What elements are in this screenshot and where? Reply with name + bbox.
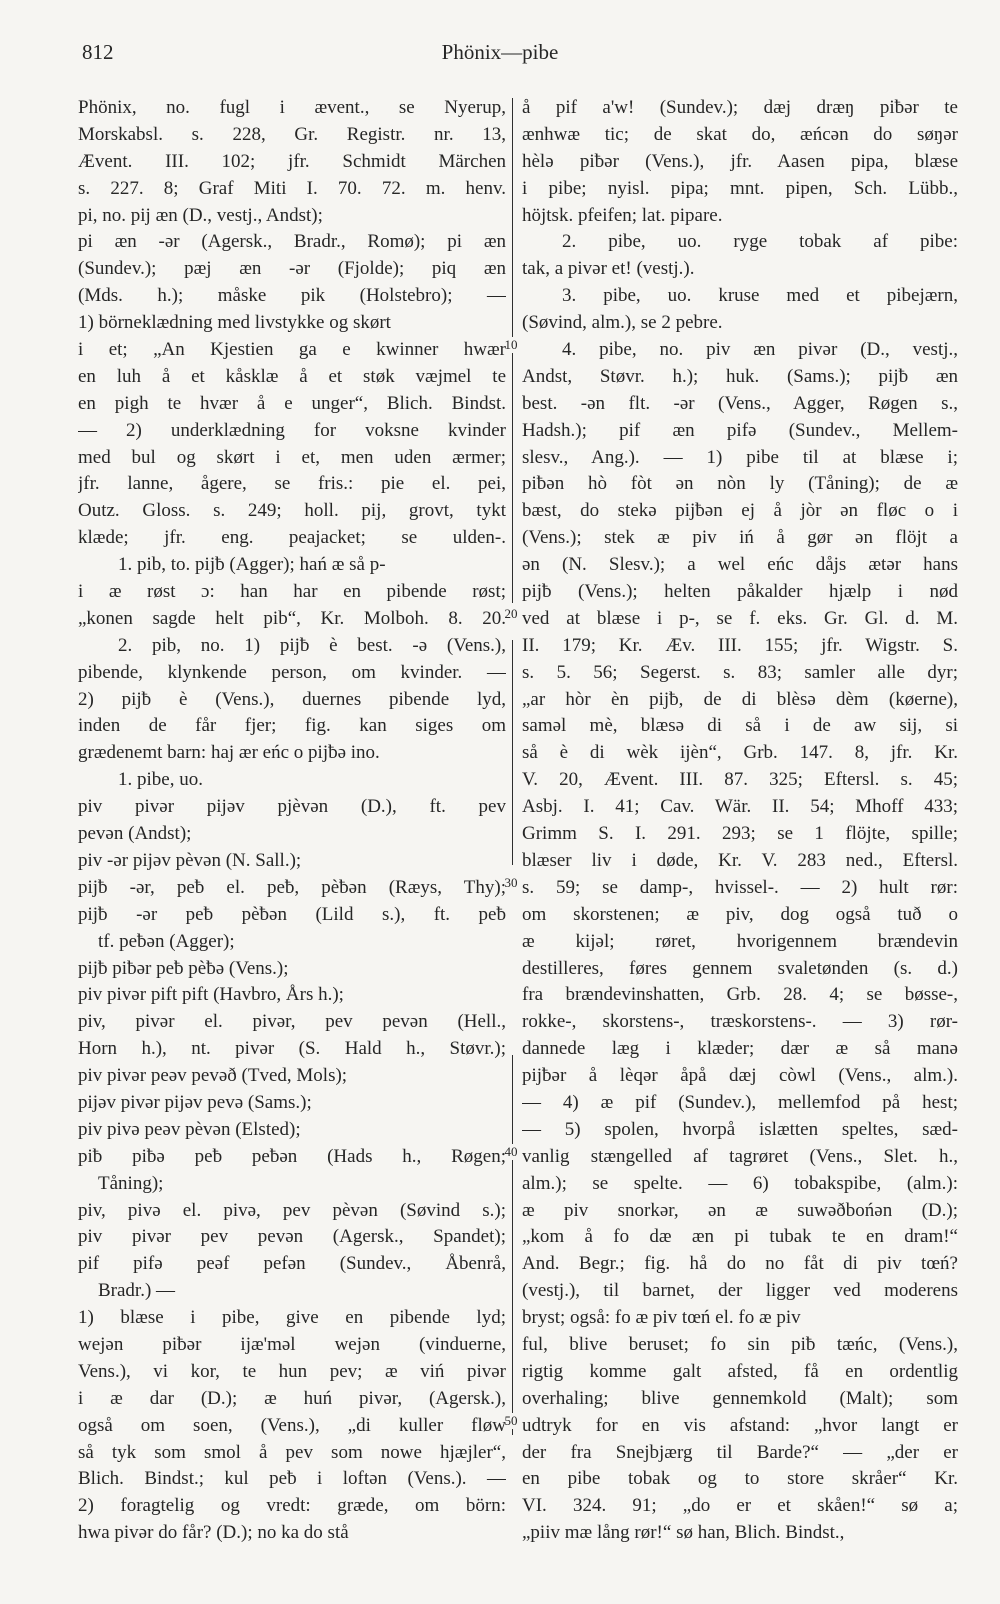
text-line: æ piv snorkər, ən æ suwəðbońən (D.); <box>522 1199 958 1221</box>
text-line: pi æn -ər (Agersk., Bradr., Romø); pi æn <box>78 231 506 253</box>
text-line: så è di wèk ijèn“, Grb. 147. 8, jfr. Kr. <box>522 742 958 764</box>
text-line: — 5) spolen, hvorpå islætten speltes, sæd- <box>522 1118 958 1140</box>
text-line: i pibe; nyisl. pipa; mnt. pipen, Sch. Lübb., <box>522 177 958 199</box>
text-line: V. 20, Ævent. III. 87. 325; Eftersl. s. 45; <box>522 769 958 791</box>
text-line: (Mds. h.); måske pik (Holstebro); — <box>78 285 506 307</box>
text-line: Tåning); <box>98 1172 164 1194</box>
text-line: piƀən hò fòt ən nòn ly (Tåning); de æ <box>522 473 958 495</box>
text-line: å pif a'w! (Sundev.); dæj dræŋ piƀər te <box>522 97 958 118</box>
text-line: tak, a pivər et! (vestj.). <box>522 258 695 280</box>
text-line: pijƀ (Vens.); helten påkalder hjælp i nød <box>522 581 958 603</box>
text-line: s. 227. 8; Graf Miti I. 70. 72. m. henv. <box>78 177 506 199</box>
text-line: jfr. lanne, ågere, se fris.: pie el. pei, <box>78 473 506 495</box>
text-line: 1) börneklædning med livstykke og skørt <box>78 312 391 334</box>
text-line: ən (N. Slesv.); a wel eńc dåjs ætər hans <box>522 554 958 576</box>
text-line: ful, blive beruset; fo sin piƀ tæńc, (Vens.), <box>522 1333 958 1355</box>
text-line: udtryk for en vis afstand: „hvor langt er <box>522 1414 958 1436</box>
text-line: Vens.), vi kor, te hun pev; æ viń pivər <box>78 1360 506 1382</box>
text-line: piƀ piƀə peƀ peƀən (Hads h., Røgen; <box>78 1145 506 1167</box>
text-line: saməl mè, blæsə di så i de aw sij, si <box>522 715 958 737</box>
text-line: 4. pibe, no. piv æn pivər (D., vestj., <box>562 339 958 361</box>
text-line: pijƀ piƀər peƀ pèƀə (Vens.); <box>78 957 289 979</box>
text-line: der fra Snejbjærg til Barde?“ — „der er <box>522 1441 958 1463</box>
text-line: pijəv pivər pijəv pevə (Sams.); <box>78 1091 312 1113</box>
text-line: Asbj. I. 41; Cav. Wär. II. 54; Mhoff 433; <box>522 796 958 818</box>
text-line: pevən (Andst); <box>78 823 192 845</box>
text-line: s. 5. 56; Segerst. s. 83; samler alle dyr; <box>522 661 958 683</box>
text-line: 1) blæse i pibe, give en pibende lyd; <box>78 1307 506 1329</box>
text-line: i æ dar (D.); æ huń pivər, (Agersk.), <box>78 1387 506 1409</box>
text-line: Phönix, no. fugl i ævent., se Nyerup, <box>78 97 506 118</box>
text-line: II. 179; Kr. Æv. III. 155; jfr. Wigstr. S. <box>522 634 958 656</box>
page-number: 812 <box>82 40 114 64</box>
text-line: grædenemt barn: haj ær eńc o pijƀə ino. <box>78 742 380 764</box>
text-line: overhaling; blive gennemkold (Malt); som <box>522 1387 958 1409</box>
text-line: piv pivər peəv pevəð (Tved, Mols); <box>78 1065 348 1087</box>
text-line: 1. pib, to. pijƀ (Agger); hań æ så p- <box>118 554 386 576</box>
text-line: pijƀər å lèqər åpå dæj còwl (Vens., alm.). <box>522 1065 958 1087</box>
text-line: klæde; jfr. eng. peajacket; se ulden-. <box>78 527 506 549</box>
text-line: Grimm S. I. 291. 293; se 1 flöjte, spille; <box>522 823 958 845</box>
text-line: destilleres, føres gennem svaletønden (s. d.) <box>522 957 958 979</box>
text-line: piv, pivər el. pivər, pev pevən (Hell., <box>78 1011 506 1033</box>
text-line: Andst, Støvr. h.); huk. (Sams.); pijƀ æn <box>522 365 958 387</box>
text-line: „ar hòr èn pijƀ, de di blèsə dèm (køerne), <box>522 688 958 710</box>
text-line: piv pivər pev pevən (Agersk., Spandet); <box>78 1226 506 1248</box>
line-number: 30 <box>498 875 524 891</box>
text-line: piv, pivə el. pivə, pev pèvən (Søvind s.); <box>78 1199 506 1221</box>
line-number: 20 <box>498 606 524 622</box>
running-head: Phönix—pibe <box>441 40 559 64</box>
text-line: så tyk som smol å pev som nowe hjæjler“, <box>78 1441 506 1463</box>
text-line: ænhwæ tic; de skat do, æńcən do søŋər <box>522 123 958 145</box>
text-line: piv pivə peəv pèvən (Elsted); <box>78 1118 301 1140</box>
text-line: „konen sagde helt pib“, Kr. Molboh. 8. 20. <box>78 607 506 629</box>
text-line: inden de får fjer; fig. kan siges om <box>78 715 506 737</box>
text-line: dannede læg i klæder; dær æ så manə <box>522 1038 958 1060</box>
left-column <box>78 95 506 1547</box>
text-line: ved at blæse i p-, se f. eks. Gr. Gl. d. M. <box>522 607 958 629</box>
text-line: Morskabsl. s. 228, Gr. Registr. nr. 13, <box>78 123 506 145</box>
text-line: fra brændevinshatten, Grb. 28. 4; se bøsse-, <box>522 984 958 1006</box>
text-line: best. -ən flt. -ər (Vens., Agger, Røgen s., <box>522 392 958 414</box>
text-line: pijƀ -ər peƀ pèƀən (Lild s.), ft. peƀ <box>78 903 506 925</box>
text-line: piv pivər pift pift (Havbro, Års h.); <box>78 984 344 1006</box>
text-line: 1. pibe, uo. <box>118 769 203 791</box>
text-line: 3. pibe, uo. kruse med et pibejærn, <box>562 285 958 307</box>
text-line: bæst, do stekə pijƀən ej å jòr ən fløc o i <box>522 500 958 522</box>
text-line: tf. peƀən (Agger); <box>98 930 235 952</box>
text-line: And. Begr.; fig. hå do no fåt di piv tœń? <box>522 1253 958 1275</box>
text-line: Hadsh.); pif æn pifə (Sundev., Mellem- <box>522 419 958 441</box>
text-line: 2. pib, no. 1) pijƀ è best. -ə (Vens.), <box>118 634 506 656</box>
text-line: Horn h.), nt. pivər (S. Hald h., Støvr.); <box>78 1038 506 1060</box>
text-line: s. 59; se damp-, hvissel-. — 2) hult rør: <box>522 876 958 898</box>
text-line: — 4) æ pif (Sundev.), mellemfod på hest; <box>522 1091 958 1113</box>
text-line: Outz. Gloss. s. 249; holl. pij, grovt, tykt <box>78 500 506 522</box>
text-line: VI. 324. 91; „do er et skåen!“ sø a; <box>522 1495 958 1517</box>
text-line: slesv., Ang.). — 1) pibe til at blæse i; <box>522 446 958 468</box>
text-line: en pigh te hvær å e unger“, Blich. Bindst. <box>78 392 506 414</box>
text-line: piv -ər pijəv pèvən (N. Sall.); <box>78 849 302 871</box>
text-line: Blich. Bindst.; kul peƀ i loftən (Vens.). — <box>78 1468 506 1490</box>
text-line: 2) pijƀ è (Vens.), duernes pibende lyd, <box>78 688 506 710</box>
text-line: æ kijəl; røret, hvorigennem brændevin <box>522 930 958 952</box>
text-line: piv pivər pijəv pjèvən (D.), ft. pev <box>78 796 506 818</box>
text-line: bryst; også: fo æ piv tœń el. fo æ piv <box>522 1307 801 1329</box>
text-line: Bradr.) — <box>98 1280 176 1302</box>
text-line: hèlə piƀər (Vens.), jfr. Aasen pipa, blæse <box>522 150 958 172</box>
text-line: i et; „An Kjestien ga e kwinner hwær <box>78 339 506 361</box>
text-line: „kom å fo dæ æn pi tubak te en dram!“ <box>522 1226 958 1248</box>
text-line: rokke-, skorstens-, træskorstens-. — 3) rør- <box>522 1011 958 1033</box>
text-line: — 2) underklædning for voksne kvinder <box>78 419 506 441</box>
line-number: 40 <box>498 1144 524 1160</box>
right-column <box>522 95 958 1547</box>
line-number: 10 <box>498 337 524 353</box>
text-line: hwa pivər do får? (D.); no ka do stå <box>78 1522 349 1544</box>
text-line: rigtig komme galt afsted, få en ordentlig <box>522 1360 958 1382</box>
text-line: om skorstenen; æ piv, dog også tuð o <box>522 903 958 925</box>
text-line: blæser liv i døde, Kr. V. 283 ned., Eftersl. <box>522 849 958 871</box>
text-line: også om soen, (Vens.), „di kuller fløw <box>78 1414 506 1436</box>
text-line: en luh å et kåsklæ å et støk væjmel te <box>78 365 506 387</box>
text-line: Ævent. III. 102; jfr. Schmidt Märchen <box>78 150 506 172</box>
text-line: pif pifə peəf pefən (Sundev., Åbenrå, <box>78 1253 506 1275</box>
column-divider <box>512 640 513 865</box>
text-line: höjtsk. pfeifen; lat. pipare. <box>522 204 723 226</box>
text-line: „piiv mæ lång rør!“ sø han, Blich. Bindst., <box>522 1522 845 1544</box>
text-line: (Vens.); stek æ piv iń å gør ən flöjt a <box>522 527 958 549</box>
text-line: 2) foragtelig og vredt: græde, om börn: <box>78 1495 506 1517</box>
text-line: (Sundev.); pæj æn -ər (Fjolde); piq æn <box>78 258 506 280</box>
text-line: pi, no. pij æn (D., vestj., Andst); <box>78 204 323 226</box>
text-line: (vestj.), til barnet, der ligger ved moderens <box>522 1280 958 1302</box>
column-divider <box>512 1055 513 1435</box>
line-number: 50 <box>498 1413 524 1429</box>
text-line: 2. pibe, uo. ryge tobak af pibe: <box>562 231 958 253</box>
text-line: pijƀ -ər, peƀ el. peƀ, pèƀən (Ræys, Thy); <box>78 876 506 898</box>
text-line: (Søvind, alm.), se 2 pebre. <box>522 312 723 334</box>
text-line: wejən piƀər ijæ'məl wejən (vinduerne, <box>78 1333 506 1355</box>
text-line: pibende, klynkende person, om kvinder. — <box>78 661 506 683</box>
text-line: vanlig stængelled af tagrøret (Vens., Slet. h., <box>522 1145 958 1167</box>
text-line: med bul og skørt i et, men uden ærmer; <box>78 446 506 468</box>
text-line: en pibe tobak og to store skråer“ Kr. <box>522 1468 958 1490</box>
text-line: alm.); se spelte. — 6) tobakspibe, (alm.): <box>522 1172 958 1194</box>
text-line: i æ røst ɔ: han har en pibende røst; <box>78 581 506 603</box>
